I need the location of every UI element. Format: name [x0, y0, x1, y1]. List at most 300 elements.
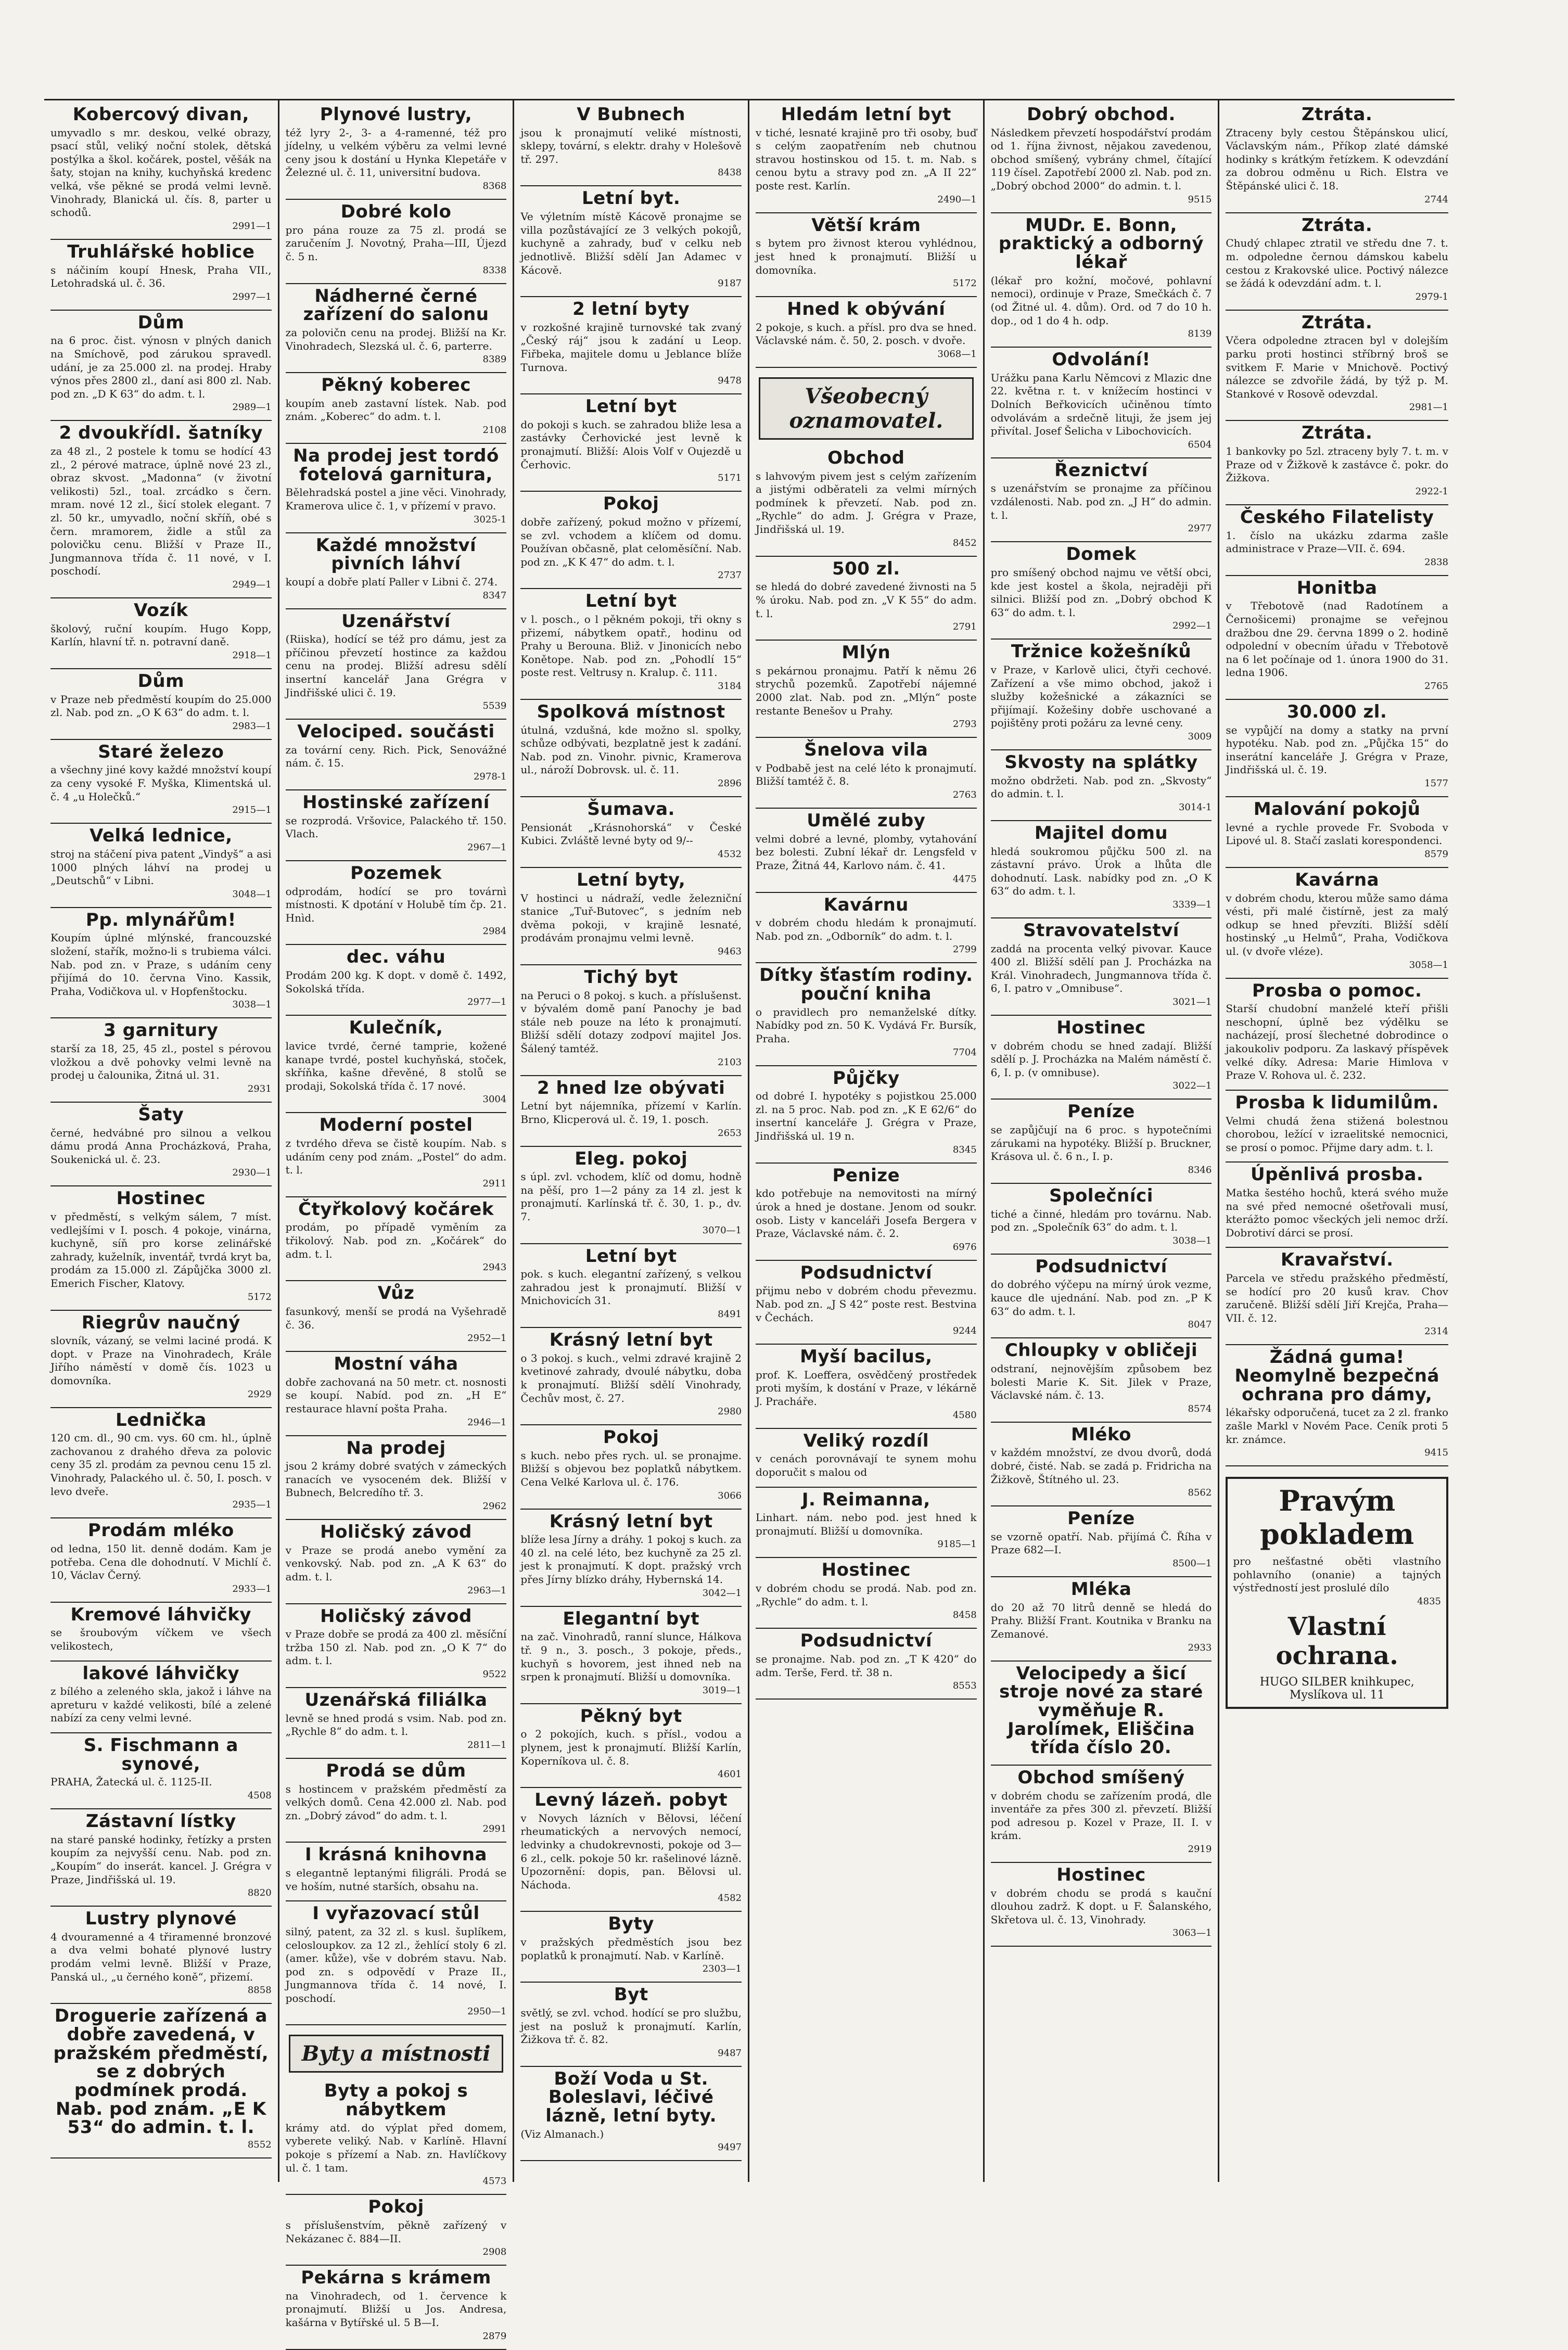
- ad-divider: [520, 964, 742, 965]
- ad-number: 4580: [952, 1409, 977, 1421]
- ad-divider: [1226, 1465, 1448, 1466]
- ad-number: 2108: [482, 424, 507, 436]
- ad-body: lavice tvrdé, černé tamprie, kožené kanape tvrdé, postel kuchyňská, stoček, skříňka, kašne dřevěné, 8 stolů se prodaji, Sokolská třída č. 17 nové.: [285, 1039, 507, 1092]
- ad-divider: [520, 1606, 742, 1607]
- ad-divider: [286, 1015, 507, 1016]
- classified-ad: [990, 459, 1212, 534]
- ad-body: s elegantně leptanými filigráli. Prodá se ve hoším, nutné starších, obsahu na.: [285, 1867, 507, 1893]
- ad-number: 8139: [1188, 328, 1212, 340]
- ad-number: 3066: [718, 1490, 742, 1501]
- classified-ad: [756, 449, 977, 548]
- classified-ad: [286, 794, 507, 853]
- ad-body: dobře zařízený, pokud možno v přízemí, se zvl. vchodem a klíčem od domu. Používan občasně, plat celoměsíční. Nab. pod zn. „K K 47“ do adm. t. l.: [520, 515, 742, 568]
- ad-divider: [520, 1911, 742, 1912]
- column-4: [749, 100, 985, 2182]
- classified-ad: [50, 1606, 272, 1653]
- ad-title: Letní byt: [585, 396, 677, 417]
- ad-title: S. Fischmann a synové,: [83, 1735, 238, 1774]
- classified-ad: [520, 1513, 742, 1599]
- ad-divider: [1226, 796, 1448, 797]
- classified-ad: [1226, 579, 1448, 692]
- ad-title: Pokoj: [368, 2196, 424, 2218]
- classified-ad: [520, 800, 742, 860]
- ad-title: Vozík: [134, 600, 188, 621]
- ad-title: Společníci: [1049, 1185, 1153, 1206]
- ad-title: Každé množství pivních láhví: [315, 534, 477, 574]
- ad-number: 8820: [247, 1887, 272, 1899]
- ad-title: Mléko: [1070, 1424, 1132, 1445]
- ad-body: v předměstí, s velkým sálem, 7 míst. vedlejšími v I. posch. 4 pokoje, vinárna, kuchyně, síň pro korse zelinářské zahrady, kuželník, inventář, tvrdá kryt ba, prodám za 15.000 zl. Zápůjčka 3000 zl. Emerich Fischer, Klatovy.: [50, 1210, 272, 1289]
- ad-number: 2981—1: [1409, 402, 1448, 413]
- ad-divider: [520, 185, 742, 186]
- ad-body: jsou 2 krámy dobré svatých v zámeckých ranacích ve vysoceném dek. Bližší v Bubnech, Belcredího tř. 3.: [285, 1460, 507, 1499]
- ad-number: 2984: [482, 926, 507, 937]
- classified-ad: [50, 2007, 272, 2150]
- classified-ad: [50, 106, 272, 232]
- ad-body: v Novych lázních v Bělovsi, léčení rheumatických a nervových nemocí, ledvinky a chudokrevnosti, pokoje od 3—6 zl., celk. pokoje 50 kr. rašelinové lázně. Upozornění: dopis, pan. Bělovsi ul. Náchoda.: [520, 1811, 742, 1891]
- ad-title: Pozemek: [350, 862, 442, 884]
- ad-divider: [991, 347, 1212, 348]
- ad-body: Linhart. nám. nebo pod. jest hned k pronajmutí. Bližší u domovníka.: [755, 1511, 977, 1537]
- classified-ad: [1226, 424, 1448, 496]
- ad-body: v dobrém chodu se zařízením prodá, dle inventáře za přes 300 zl. převzetí. Bližší pod adresou p. Kozel v Praze, II. I. v krám.: [990, 1789, 1212, 1842]
- ad-body: prof. K. Loeffera, osvědčený prostředek proti myším, k dostání v Praze, v lékárně J. Pracháře.: [755, 1368, 977, 1408]
- ad-divider: [756, 892, 977, 893]
- ad-body: levně se hned prodá s vsim. Nab. pod zn. „Rychle 8“ do adm. t. l.: [285, 1712, 507, 1738]
- ad-number: 2933: [1188, 1642, 1212, 1653]
- section-banner: Byty a místnosti: [289, 2035, 504, 2073]
- ad-divider: [50, 1310, 272, 1311]
- ad-divider: [50, 1517, 272, 1518]
- ad-body: fasunkový, menší se prodá na Vyšehradě č. 36.: [285, 1305, 507, 1331]
- ad-divider: [50, 2003, 272, 2004]
- ad-body: v pražských předměstích jsou bez poplatků k pronajmutí. Nab. v Karlíně.: [520, 1936, 742, 1962]
- ad-number: 3014-1: [1178, 801, 1212, 813]
- ad-divider: [756, 1628, 977, 1629]
- ad-title: Riegrův naučný: [81, 1312, 240, 1333]
- ad-title: Uzenářství: [341, 610, 451, 632]
- ad-number: 1577: [1424, 778, 1448, 789]
- ad-number: 2653: [718, 1127, 742, 1139]
- ad-divider: [991, 212, 1212, 213]
- ad-body: se vypůjčí na domy a statky na první hypotéku. Nab. pod zn. „Půjčka 15“ do inserátní kanceláře J. Grégra v Praze, Jindřišská ul. č. 19.: [1226, 723, 1448, 776]
- ad-number: 3070—1: [702, 1224, 742, 1236]
- ad-body: Ztraceny byly cestou Štěpánskou ulicí, Václavským nám., Příkop zlaté dámské hodinky s krátkým řetízkem. K odevzdání za dobrou odměnu u Rich. Elstra ve Štěpánské ulici č. 18.: [1226, 126, 1448, 193]
- ad-number: 2946—1: [467, 1416, 507, 1428]
- ad-divider: [50, 1661, 272, 1662]
- ad-number: 4475: [952, 873, 977, 885]
- ad-number: 2979-1: [1415, 291, 1448, 302]
- ad-body: světlý, se zvl. vchod. hodící se pro službu, jest na posluž k pronajmutí. Karlín, Žižkova tř. č. 82.: [520, 2006, 742, 2046]
- ad-divider: [1226, 1090, 1448, 1091]
- classified-ad: [520, 398, 742, 483]
- ad-number: 3184: [718, 680, 742, 692]
- ad-number: 8500—1: [1172, 1558, 1212, 1569]
- ad-title: MUDr. E. Bonn, praktický a odborný lékař: [998, 214, 1204, 273]
- ad-title: J. Reimanna,: [801, 1489, 930, 1510]
- ad-number: 2490—1: [937, 194, 977, 205]
- ad-number: 8491: [718, 1309, 742, 1320]
- ad-title: lakové láhvičky: [82, 1663, 240, 1684]
- classified-ad: [50, 1910, 272, 1996]
- ad-divider: [50, 1906, 272, 1907]
- ad-body: černé, hedvábné pro silnou a velkou dámu prodá Anna Procházková, Praha, Soukenická ul. č. 23.: [50, 1126, 272, 1166]
- classified-ad: [286, 1116, 507, 1189]
- classified-ad: [756, 1632, 977, 1691]
- classified-ad: [520, 1150, 742, 1236]
- ad-body: odprodám, hodící se pro továrnì místnosti. K dpotání v Holubě tím čp. 21. Hnìd.: [285, 885, 507, 924]
- ad-divider: [50, 907, 272, 908]
- ad-number: 8047: [1188, 1319, 1212, 1331]
- ad-divider: [50, 310, 272, 311]
- ad-divider: [520, 1424, 742, 1425]
- ad-body: Ve výletním místě Kácově pronajme se villa pozůstávající ze 3 velkých pokojů, kuchyně a zahrady, buď v celku neb jednotlivě. Bližší sdělí Jan Adamec v Kácově.: [520, 210, 742, 276]
- ad-title: Letní byty,: [576, 869, 686, 890]
- ad-number: 8389: [482, 354, 507, 365]
- classified-ad: [286, 1691, 507, 1751]
- ad-number: 3004: [482, 1094, 507, 1105]
- ad-number: 2763: [952, 789, 977, 801]
- classified-ad: [50, 1665, 272, 1725]
- ad-number: 9515: [1188, 194, 1212, 205]
- classified-ad: [520, 189, 742, 289]
- ad-title: Elegantní byt: [563, 1608, 699, 1629]
- ad-number: 6976: [952, 1241, 977, 1253]
- ad-number: 3022—1: [1172, 1080, 1212, 1092]
- ad-number: 9522: [482, 1669, 507, 1680]
- ad-body: v Praze, v Karlově ulici, čtyři cechové. Zařízení a vše mimo obchod, jakož i služby kožešnické a zákazníci se přijímají. Kožešiny dobře uschované a pojištěny proti požáru za levné ceny.: [990, 663, 1212, 730]
- ad-number: 2793: [952, 719, 977, 730]
- ad-divider: [286, 1758, 507, 1759]
- ad-number: 8552: [247, 2139, 272, 2150]
- ad-body: v dobrém chodu se prodá. Nab. pod zn. „Rychle“ do adm. t. l.: [755, 1582, 977, 1608]
- ad-title: Mléka: [1070, 1579, 1132, 1600]
- classified-ad: [756, 1561, 977, 1620]
- ad-body: na staré panské hodinky, řetízky a prsten koupím za nejvyšší cenu. Nab. pod zn. „Koupím“ do inserát. kancel. J. Grégra v Praze, Jindřišská ul. 19.: [50, 1833, 272, 1886]
- ad-number: 2962: [482, 1501, 507, 1512]
- classified-ad: [520, 1707, 742, 1780]
- ad-divider: [991, 457, 1212, 458]
- ad-divider: [991, 1015, 1212, 1016]
- ad-title: Plynové lustry,: [320, 104, 473, 125]
- ad-title: 2 hned lze obývati: [537, 1077, 725, 1099]
- classified-ad: [1226, 800, 1448, 860]
- ad-title: 30.000 zl.: [1286, 701, 1387, 722]
- ad-number: 9185—1: [937, 1539, 977, 1550]
- ad-number: 2978-1: [473, 771, 507, 783]
- ad-body: přijmu nebo v dobrém chodu převezmu. Nab. pod zn. „J S 42“ poste rest. Bestvina v Čechách.: [755, 1284, 977, 1324]
- ad-title: Pěkný byt: [580, 1705, 682, 1727]
- ad-number: 5172: [952, 278, 977, 289]
- ad-number: 3009: [1188, 731, 1212, 742]
- ad-body: zaddá na procenta velký pivovar. Kauce 400 zl. Bližší sdělí pan J. Procházka na Král. Vinohradech, Jungmannova třída č. 6, I. patro v „Omnibuse“.: [990, 942, 1212, 995]
- ad-body: Urážku pana Karlu Němcovi z Mlazic dne 22. května r. t. v knížecím hostinci v Dolních Beřkovicích učiněnou tímto odvolávám a srdečně lituji, že jsem jej přivítal. Josef Šelicha v Libochovicích.: [990, 371, 1212, 438]
- ad-body: útulná, vzdušná, kde možno sl. spolky, schůze odbývati, bezplatně jest k zadání. Nab. pod zn. Vinohr. pivnic, Kramerova ul., nároží Dobrovsk. ul. č. 11.: [520, 723, 742, 776]
- classified-ad: [520, 1247, 742, 1320]
- ad-body: 120 cm. dl., 90 cm. vys. 60 cm. hl., úplně zachovanou z drahého dřeva za polovic ceny 35 zl. prodám za pevnou cenu 15 zl. Vinohrady, Palackého ul. č. 50, I. posch. v levo dveře.: [50, 1432, 272, 1498]
- classified-ad: [520, 1079, 742, 1139]
- classified-ad: [520, 1915, 742, 1974]
- classified-ad: [520, 703, 742, 789]
- ad-body: na Peruci o 8 pokoj. s kuch. a příslušenst. v bývalém domě paní Panochy je bad stále neb pouze na léto k pronajmutí. Bližší sdělí dotazy zodpoví majitel Jos. Šálený tamtéž.: [520, 989, 742, 1055]
- ad-number: 2744: [1424, 194, 1448, 205]
- classified-ad: [50, 1314, 272, 1400]
- classified-ad: [520, 592, 742, 692]
- ad-number: 5172: [247, 1291, 272, 1302]
- ad-title: Podsudnictví: [800, 1262, 933, 1283]
- ad-divider: [50, 1602, 272, 1603]
- classified-ad: [520, 968, 742, 1068]
- ad-divider: [286, 2024, 507, 2025]
- ad-divider: [756, 1557, 977, 1558]
- classified-ad: [286, 1846, 507, 1893]
- ad-title: Kavárna: [1295, 869, 1380, 890]
- ad-title: Ztráta.: [1302, 423, 1373, 444]
- ad-number: 9415: [1424, 1447, 1448, 1459]
- classified-ad: [50, 1021, 272, 1094]
- ad-divider: [756, 640, 977, 641]
- ad-body: silný, patent, za 32 zl. s kusl. šuplíkem, celosloupkov. za 12 zl., žehlící stoly 6 zl. (amer. kůže), vše v dobrém stavu. Nab. pod zn. s odpovědí v Praze II., Jungmannova třída č. 14 nové, I. poschodí.: [285, 1925, 507, 2004]
- column-6: [1219, 100, 1455, 2182]
- ad-title: Eleg. pokoj: [575, 1148, 688, 1169]
- ad-body: hledá soukromou půjčku 500 zl. na zástavní právo. Úrok a lhůta dle dohodnutí. Lask. nabídky pod zn. „O K 63“ do adm. t. l.: [990, 845, 1212, 898]
- ad-title: I krásná knihovna: [305, 1844, 487, 1866]
- ad-body: s uzenářstvím se pronajme za příčinou vzdálenosti. Nab. pod zn. „J H“ do admin. t. l.: [990, 482, 1212, 521]
- ad-title: Nádherné černé zařízení do salonu: [303, 285, 489, 325]
- ad-title: Tržnice kožešníků: [1011, 641, 1192, 662]
- ad-title: Pokoj: [603, 493, 659, 515]
- ad-number: 3068—1: [937, 349, 977, 360]
- ad-title: Myší bacilus,: [800, 1346, 933, 1368]
- ad-body: (Viz Almanach.): [520, 2127, 604, 2140]
- ad-body: V hostinci u nádraží, vedle železniční stanice „Tuř-Butovec“, s jedním neb dvěma pokoji, v krajině lesnaté, prodávám pronajmu velmi levně.: [520, 891, 742, 944]
- classified-ad: [756, 1348, 977, 1420]
- ad-number: 2989—1: [232, 402, 272, 413]
- ad-divider: [756, 367, 977, 368]
- ad-divider: [50, 2157, 272, 2159]
- classified-ad: [50, 827, 272, 899]
- classified-ad: [1226, 1251, 1448, 1337]
- column-2: [279, 100, 515, 2342]
- ad-title: Kobercový divan,: [72, 104, 249, 125]
- ad-body: Včera odpoledne ztracen byl v dolejším parku proti hostinci stříbrný broš se svitkem F. Marie v Mnichově. Poctivý nálezce se zdvořile žádá, by týž p. M. Stankové v Rosově odevzdal.: [1226, 334, 1448, 400]
- classified-ad: [991, 1342, 1212, 1414]
- ad-divider: [756, 808, 977, 809]
- ad-body: s bytem pro živnost kterou vyhlédnou, jest hned k pronajmutí. Bližší u domovníka.: [755, 237, 977, 276]
- ad-divider: [286, 1112, 507, 1113]
- ad-body: v Podbabě jest na celé léto k pronajmutí. Bližší tamtéž č. 8.: [755, 761, 977, 788]
- ad-body: koupí a dobře platí Paller v Libni č. 274.: [285, 575, 498, 588]
- ad-divider: [286, 719, 507, 720]
- ad-title: Truhlářské hoblice: [67, 241, 255, 262]
- ad-divider: [1226, 504, 1448, 505]
- ad-body: na 6 proc. čist. výnosn v plných danich na Smíchově, pod zárukou spravedl. udání, je za 25.000 zl. na prodej. Hraby výnos přes 2800 zl., daní asi 800 zl. Nab. pod zn. „D K 63“ do adm. t. l.: [50, 334, 272, 400]
- ad-body: též lyry 2-, 3- a 4-ramenné, též pro jídelny, u velkém výběru za velmi levné ceny jsou k dostání u Hynka Klepetáře v Železné ul. č. 11, universitní budova.: [285, 126, 507, 179]
- ad-title: Úpěnlivá prosba.: [1250, 1164, 1424, 1185]
- classified-ad: [756, 896, 977, 955]
- classified-ad: [50, 424, 272, 590]
- ad-divider: [991, 1422, 1212, 1423]
- ad-title: Ztráta.: [1302, 312, 1373, 333]
- ad-divider: [520, 2066, 742, 2067]
- section-banner: Všeobecný oznamovatel.: [759, 377, 974, 440]
- ad-divider: [991, 1505, 1212, 1506]
- ad-title: Malování pokojů: [1253, 799, 1421, 820]
- ad-title: Levný lázeň. pobyt: [534, 1790, 728, 1811]
- ad-title: Prodá se dům: [326, 1760, 466, 1781]
- ad-divider: [520, 1982, 742, 1983]
- classified-ad: [990, 919, 1212, 1007]
- ad-body: v dobrém chodu se prodá s kauční dlouhou zadrž. K dopt. u F. Šalanského, Skřetova ul. č. 13, Vinohrady.: [990, 1886, 1212, 1926]
- ad-title: Pekárna s krámem: [301, 2267, 491, 2289]
- ad-number: 2314: [1424, 1326, 1448, 1337]
- ad-body: o 3 pokoj. s kuch., velmi zdravé krajině 2 kvetinové zahrady, dvoulé nábytku, doba k pronajmutí. Bližší sdělí Vinohrady, Čechův most, č. 27.: [520, 1351, 742, 1404]
- ad-number: 9244: [952, 1325, 977, 1337]
- ad-divider: [520, 491, 742, 492]
- classified-ad: [286, 2082, 507, 2187]
- ad-body: o pravidlech pro nemanželské dítky. Nabídky pod zn. 50 K. Vydává Fr. Bursík, Praha.: [755, 1005, 977, 1045]
- ad-title: Hostinec: [821, 1560, 911, 1581]
- ad-body: na zač. Vinohradů, ranní slunce, Hálkova tř. 9 n., 3. posch., 3 pokoje, předs., kuchyň s hovorem, jest ihned neb na srpen k pronajmutí. Bližší u domovníka.: [520, 1630, 742, 1683]
- ad-title: Žádná guma! Neomylně bezpečná ochrana pro dámy,: [1234, 1347, 1439, 1405]
- ad-number: 2930—1: [232, 1167, 272, 1179]
- classified-ad: [520, 1791, 742, 1904]
- classified-ad: [50, 602, 272, 661]
- ad-divider: [286, 443, 507, 444]
- ad-number: 8368: [482, 181, 507, 192]
- ad-title: Velocipedy a šicí stroje nové za staré vyměňuje R. Jarolímek, Eliščina třída číslo 20.: [999, 1663, 1203, 1758]
- ad-number: 3038—1: [232, 999, 272, 1011]
- ad-number: 3025-1: [473, 514, 507, 525]
- ad-number: 8338: [482, 264, 507, 276]
- ad-body: na Vinohradech, od 1. července k pronajmutí. Bližší u Jos. Andresa, kašárna v Bytířské ul. 5 B—I.: [285, 2289, 507, 2329]
- ad-divider: [520, 796, 742, 797]
- ad-title: Spolková místnost: [537, 701, 725, 722]
- classified-ad: [1226, 871, 1448, 970]
- classified-ad: [991, 1187, 1212, 1246]
- ad-title: Boží Voda u St. Boleslavi, léčivé lázně, letní byty.: [545, 2068, 717, 2127]
- ad-divider: [991, 1576, 1212, 1577]
- ad-divider: [286, 1519, 507, 1520]
- classified-ad: [756, 1069, 977, 1155]
- ad-divider: [520, 2160, 742, 2161]
- ad-divider: [1226, 867, 1448, 868]
- ad-title: Stravovatelství: [1023, 919, 1179, 941]
- ad-title: Mlýn: [842, 642, 891, 663]
- ad-number: 2997—1: [232, 291, 272, 302]
- classified-ad: [1226, 216, 1448, 302]
- ad-body: s hostincem v pražském předměstí za velkých domů. Cena 42.000 zl. Nab. pod zn. „Dobrý závod“ do adm. t. l.: [285, 1782, 507, 1822]
- ad-divider: [286, 532, 507, 533]
- ad-number: 2918—1: [232, 649, 272, 661]
- ad-number: 4532: [718, 848, 742, 860]
- classified-ad: [991, 1426, 1212, 1498]
- ad-title: Krásný letní byt: [549, 1330, 713, 1351]
- classified-ad: [991, 1019, 1212, 1091]
- ad-divider: [286, 1196, 507, 1197]
- ad-title: Podsudnictví: [1035, 1256, 1167, 1277]
- ad-title: Letní byt.: [581, 188, 681, 209]
- ad-number: 2791: [952, 621, 977, 633]
- classified-ad: [756, 644, 977, 730]
- ad-number: 2967—1: [467, 841, 507, 853]
- ad-number: 2935—1: [232, 1499, 272, 1511]
- ad-title: Peníze: [1067, 1101, 1135, 1122]
- ad-number: 2896: [718, 778, 742, 789]
- classified-ad: [520, 1331, 742, 1417]
- ad-divider: [756, 737, 977, 738]
- advert-number: 4835: [1417, 1596, 1441, 1607]
- ad-title: Dobrý obchod.: [1027, 104, 1176, 125]
- ad-divider: [756, 1487, 977, 1488]
- ad-divider: [991, 1661, 1212, 1662]
- ad-body: se vzorně opatří. Nab. přijímá Č. Říha v Praze 682—I.: [990, 1530, 1212, 1556]
- ad-divider: [50, 1407, 272, 1408]
- ad-divider: [1226, 310, 1448, 311]
- ad-divider: [520, 699, 742, 700]
- classified-ad: [286, 1607, 507, 1680]
- ad-divider: [50, 1102, 272, 1103]
- ad-body: za 48 zl., 2 postele k tomu se hodící 43 zl., 2 pérové matrace, úplně nové 23 zl., obraz skvost. „Madonna“ (v životní velikosti) 5zl., toal. zrcádko s čern. mram. nové 12 zl., šicí stolek elegant. 7 zl. 50 kr., umyvadlo, noční skříň, obé s čern. mramorem, židle a stůl za polovičku cenu. Bližší v Praze II., Jungmannova třída č. 11 nové, v I. poschodí.: [50, 445, 272, 578]
- ad-title: Chloupky v obličeji: [1004, 1340, 1198, 1361]
- ad-body: Bělehradská postel a jine věci. Vinohrady, Kramerova ulice č. 1, v přízemí v pravo.: [285, 486, 507, 512]
- column-5: [985, 100, 1220, 2182]
- ad-title: Pěkný koberec: [321, 375, 471, 396]
- ad-title: Staré železo: [98, 741, 224, 762]
- ad-title: Kremové láhvičky: [70, 1604, 252, 1625]
- ad-divider: [286, 1351, 507, 1352]
- ad-number: 3019—1: [702, 1684, 742, 1696]
- ad-body: 2 pokoje, s kuch. a přísl. pro dva se hned. Václavské nám. č. 50, 2. posch. v dvoře.: [755, 321, 977, 347]
- ad-title: Byty: [608, 1913, 654, 1935]
- ad-body: Velmi chudá žena stižená bolestnou chorobou, ležící v izraelitské nemocnici, se prosí o pomoc. Přijme dary adm. t. l.: [1226, 1114, 1448, 1154]
- classified-ad: [286, 1355, 507, 1427]
- ad-divider: [991, 1765, 1212, 1766]
- ad-title: Šaty: [138, 1104, 184, 1125]
- ad-title: Čtyřkolový kočárek: [298, 1198, 494, 1220]
- ad-divider: [50, 597, 272, 598]
- ad-number: 8458: [952, 1610, 977, 1621]
- ad-number: 8574: [1188, 1403, 1212, 1414]
- ad-body: kdo potřebuje na nemovitosti na mírný úrok a hned je dostane. Jenom od soukr. osob. Listy v kanceláři Josefa Bergera v Praze, Václavské nám. č. 2.: [755, 1187, 977, 1240]
- ad-number: 2977—1: [467, 997, 507, 1008]
- ad-title: Letní byt: [585, 1245, 677, 1267]
- ad-divider: [286, 944, 507, 945]
- ad-number: 8452: [952, 537, 977, 548]
- ad-title: Hledám letní byt: [781, 104, 951, 125]
- ad-divider: [991, 820, 1212, 821]
- ad-title: Honitba: [1296, 577, 1378, 598]
- ad-body: jsou k pronajmutí veliké místnosti, sklepy, tovární, s elektr. drahy v Holešově tř. 297.: [520, 126, 742, 165]
- classified-ad: [756, 1432, 977, 1479]
- classified-columns: [44, 99, 1455, 2342]
- ad-body: pok. s kuch. elegantní zařízený, s velkou zahradou jest k pronajmutí. Bližší v Mnichovicích 31.: [520, 1268, 742, 1307]
- ad-title: Hostinec: [116, 1188, 206, 1209]
- ad-body: 4 dvouramenné a 4 třiramenné bronzové a dva velmi bohaté plynové lustry prodám velmi levně. Bližší v Praze, Panská ul., „u černého koně“, přizemí.: [50, 1930, 272, 1983]
- classified-ad: [991, 1103, 1212, 1175]
- ad-body: v každém množství, ze dvou dvorů, dodá dobré, čisté. Nab. se zadá p. Fridricha na Žižkově, Štítného ul. 23.: [990, 1446, 1212, 1486]
- classified-ad: [991, 106, 1212, 205]
- ad-title: Prosba k lidumilům.: [1235, 1092, 1439, 1113]
- ad-body: Chudý chlapec ztratil ve středu dne 7. t. m. odpoledne černou dámskou kabelu cestou z Krakovské ulice. Poctivý nálezce se žádá k odevzdání adm. t. l.: [1226, 237, 1448, 290]
- ad-body: možno obdržeti. Nab. pod zn. „Skvosty“ do admin. t. l.: [990, 774, 1212, 800]
- ad-divider: [520, 296, 742, 297]
- ad-divider: [756, 1163, 977, 1164]
- classified-ad: [1226, 1094, 1448, 1154]
- ad-divider: [286, 1435, 507, 1436]
- classified-ad: [520, 495, 742, 581]
- ad-body: s pekárnou pronajmu. Patří k němu 26 strychů pozemků. Zapotřebí nájemné 2000 zlat. Nab. pod zn. „Mlýn“ poste restante Benešov u Prahy.: [755, 664, 977, 717]
